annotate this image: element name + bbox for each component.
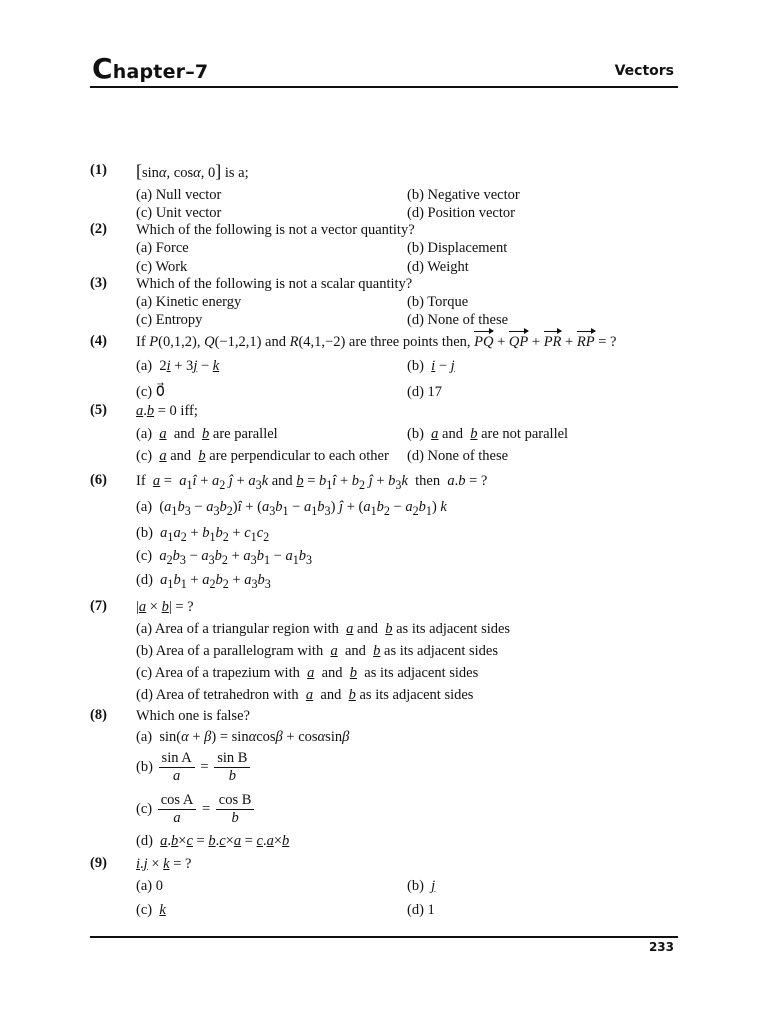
question-stem: Which of the following is not a scalar quantity? — [136, 276, 413, 292]
option-c: (c) $a_2b_3 - a_3b_2 + a_3b_1 - a_1b_3$ — [136, 548, 313, 567]
option-c: (c) Unit vector — [136, 205, 222, 221]
option-c: (c) k — [136, 902, 166, 918]
option-d: (d) 17 — [407, 384, 443, 400]
option-d: (d) None of these — [407, 448, 509, 464]
footer-rule — [90, 936, 678, 938]
option-c: (c) $\frac{\text{cos A}}{a}$ = $\frac{\text{cos B}}{b}$ — [136, 792, 256, 827]
option-b: (b) $\frac{\text{sin A}}{a}$ = $\frac{\text{sin B}}{b}$ — [136, 750, 252, 785]
question-stem: If P(0,1,2), Q(−1,2,1) and R(4,1,−2) are three points then, PQ + QP + PR + RP = ? — [136, 334, 617, 350]
question-stem: |a × b| = ? — [136, 599, 194, 615]
subject-title: Vectors — [614, 63, 674, 79]
option-c: (c) Entropy — [136, 312, 203, 328]
option-b: (b) a and b are not parallel — [407, 426, 569, 442]
header-rule — [90, 86, 678, 88]
option-a: (a) ($a_1b_3$ − $a_3b_2)î + (a_3b_1 - a_1b_3)$ ĵ + $(a_1b_2 - a_2b_1)$ k — [136, 499, 447, 518]
question-stem: i.j × k = ? — [136, 856, 192, 872]
question-number: (3) — [90, 275, 107, 291]
option-b: (b) Displacement — [407, 240, 508, 256]
option-b: (b) i − j — [407, 358, 455, 374]
option-a: (a) sin(α + β) = sinαcosβ + cosαsinβ — [136, 729, 350, 745]
option-d: (d) $a_1b_1 + a_2b_2 + a_3b_3$ — [136, 572, 271, 591]
question-number: (6) — [90, 472, 107, 488]
option-a: (a) Null vector — [136, 187, 222, 203]
question-stem: Which one is false? — [136, 708, 250, 724]
option-d: (d) Weight — [407, 259, 469, 275]
option-a: (a) 2i + 3j − k — [136, 358, 220, 374]
question-stem: Which of the following is not a vector quantity? — [136, 222, 415, 238]
option-b: (b) j — [407, 878, 436, 894]
page-number: 233 — [648, 940, 674, 954]
question-number: (7) — [90, 598, 107, 614]
option-b: (b) $a_1a_2 + b_1b_2 + c_1c_2$ — [136, 525, 270, 544]
option-a: (a) Area of a triangular region with a and b as its adjacent sides — [136, 621, 511, 637]
question-stem: [sinα, cosα, 0] is a; — [136, 161, 249, 181]
chapter-title: Chapter–7 — [92, 52, 209, 85]
option-c: (c) Area of a trapezium with a and b as its adjacent sides — [136, 665, 479, 681]
option-d: (d) 1 — [407, 902, 435, 918]
question-number: (1) — [90, 162, 107, 178]
option-a: (a) a and b are parallel — [136, 426, 278, 442]
option-c: (c) a and b are perpendicular to each other — [136, 448, 389, 464]
option-a: (a) Kinetic energy — [136, 294, 242, 310]
option-d: (d) Area of tetrahedron with a and b as its adjacent sides — [136, 687, 474, 703]
question-stem: If $a = a_1î + a_2$ ĵ + $a_3k$ and $b = b_1î + b_2$ ĵ + $b_3k$ then a.b = ? — [136, 473, 488, 492]
question-number: (2) — [90, 221, 107, 237]
option-b: (b) Negative vector — [407, 187, 520, 203]
question-number: (4) — [90, 333, 107, 349]
question-number: (5) — [90, 402, 107, 418]
option-a: (a) 0 — [136, 878, 163, 894]
option-d: (d) Position vector — [407, 205, 515, 221]
option-a: (a) Force — [136, 240, 189, 256]
question-number: (9) — [90, 855, 107, 871]
option-d: (d) None of these — [407, 312, 509, 328]
option-b: (b) Area of a parallelogram with a and b as its adjacent sides — [136, 643, 498, 659]
question-number: (8) — [90, 707, 107, 723]
question-stem: a.b = 0 iff; — [136, 403, 198, 419]
option-c: (c) Work — [136, 259, 188, 275]
option-d: (d) a.b×c = b.c×a = c.a×b — [136, 833, 290, 849]
option-c: (c) 0⃗ — [136, 384, 165, 400]
option-b: (b) Torque — [407, 294, 469, 310]
